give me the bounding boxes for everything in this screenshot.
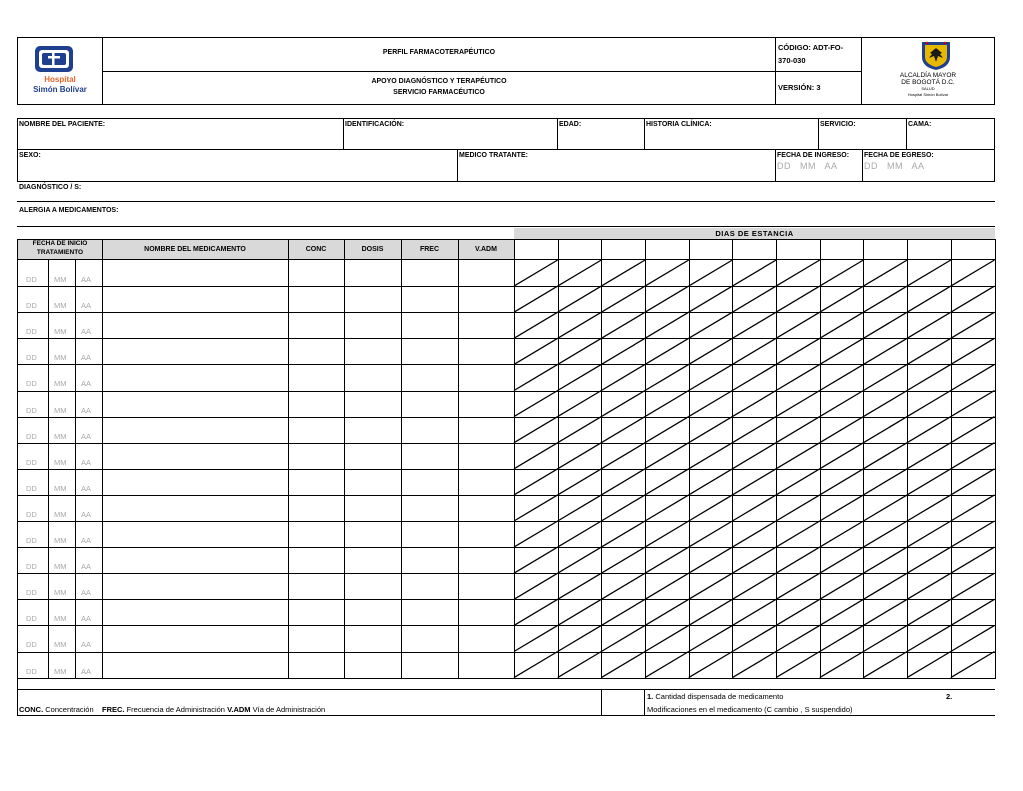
day-cell-diagonal	[863, 260, 907, 286]
day-cell-diagonal	[863, 547, 907, 573]
day-cell-diagonal	[776, 652, 820, 678]
day-cell-diagonal	[907, 391, 951, 417]
day-cell-diagonal	[558, 625, 602, 651]
day-cell-diagonal	[689, 260, 733, 286]
day-cell-diagonal	[907, 599, 951, 625]
day-cell-diagonal	[951, 443, 995, 469]
row-month-placeholder: MM	[54, 483, 67, 493]
day-cell-diagonal	[863, 391, 907, 417]
medication-header: NOMBRE DEL MEDICAMENTO	[144, 246, 246, 253]
conc-header: CONC	[305, 246, 327, 253]
day-cell-diagonal	[820, 312, 864, 338]
day-cell-diagonal	[776, 417, 820, 443]
day-cell-diagonal	[820, 599, 864, 625]
day-cell-diagonal	[732, 652, 776, 678]
service-label: SERVICIO:	[820, 121, 856, 128]
day-cell-diagonal	[645, 547, 689, 573]
row-year-placeholder: AA	[81, 614, 92, 624]
row-year-placeholder: AA	[81, 379, 92, 389]
day-cell-diagonal	[514, 312, 558, 338]
footer-divider	[601, 689, 602, 716]
day-cell-diagonal	[689, 652, 733, 678]
day-cell-diagonal	[601, 469, 645, 495]
row-year-placeholder: AA	[81, 666, 92, 676]
row-month-placeholder: MM	[54, 536, 67, 545]
day-cell-diagonal	[907, 338, 951, 364]
day-cell-diagonal	[645, 286, 689, 312]
document-subtitle-line2: SERVICIO FARMACÉUTICO	[393, 89, 485, 96]
day-cell-diagonal	[514, 260, 558, 286]
row-year-placeholder: AA	[81, 536, 92, 545]
day-cell-diagonal	[907, 521, 951, 547]
day-cell-diagonal	[601, 391, 645, 417]
day-cell-diagonal	[863, 521, 907, 547]
day-cell-diagonal	[558, 652, 602, 678]
day-cell-diagonal	[558, 469, 602, 495]
day-cell-diagonal	[776, 625, 820, 651]
day-cell-diagonal	[558, 364, 602, 390]
day-cell-diagonal	[514, 417, 558, 443]
day-cell-diagonal	[689, 443, 733, 469]
day-cell-diagonal	[558, 547, 602, 573]
row-year-placeholder: AA	[81, 327, 92, 337]
row-day-placeholder: DD	[26, 379, 37, 389]
row-day-placeholder: DD	[26, 457, 37, 467]
day-cell-diagonal	[514, 391, 558, 417]
day-cell-diagonal	[558, 521, 602, 547]
freq-header: FREC	[419, 246, 440, 253]
day-cell-diagonal	[601, 286, 645, 312]
day-cell-diagonal	[776, 495, 820, 521]
footer-bottom-border	[17, 715, 995, 716]
day-cell-diagonal	[951, 391, 995, 417]
day-cell-diagonal	[907, 469, 951, 495]
day-cell-diagonal	[514, 443, 558, 469]
row-month-placeholder: MM	[54, 379, 67, 389]
day-cell-diagonal	[776, 286, 820, 312]
day-cell-diagonal	[645, 338, 689, 364]
vadm-abbr: V.ADM	[227, 705, 251, 714]
row-day-placeholder: DD	[26, 483, 37, 493]
day-cell-diagonal	[514, 286, 558, 312]
day-cell-diagonal	[601, 417, 645, 443]
day-cell-diagonal	[732, 521, 776, 547]
row-day-placeholder: DD	[26, 666, 37, 676]
day-cell-diagonal	[645, 573, 689, 599]
day-cell-diagonal	[558, 599, 602, 625]
day-cell-diagonal	[601, 625, 645, 651]
day-cell-diagonal	[601, 312, 645, 338]
document-title: PERFIL FARMACOTERAPÉUTICO	[382, 49, 496, 56]
day-cell-diagonal	[820, 652, 864, 678]
row-month-placeholder: MM	[54, 666, 67, 676]
route-header: V.ADM	[475, 246, 497, 253]
day-cell-diagonal	[689, 364, 733, 390]
row-year-placeholder: AA	[81, 509, 92, 519]
hospital-name-line2: Simón Bolívar	[33, 85, 87, 94]
day-cell-diagonal	[601, 652, 645, 678]
row-day-placeholder: DD	[26, 536, 37, 545]
day-cell-diagonal	[776, 469, 820, 495]
day-cell-diagonal	[514, 364, 558, 390]
day-cell-diagonal	[689, 625, 733, 651]
day-cell-diagonal	[863, 364, 907, 390]
frec-text: Frecuencia de Administración	[126, 705, 225, 714]
day-cell-diagonal	[951, 338, 995, 364]
day-cell-diagonal	[601, 260, 645, 286]
day-cell-diagonal	[558, 338, 602, 364]
day-cell-diagonal	[863, 443, 907, 469]
row-year-placeholder: AA	[81, 640, 92, 650]
vadm-text: Vía de Administración	[252, 705, 326, 714]
hospital-name-line1: Hospital	[44, 75, 76, 84]
day-cell-diagonal	[907, 625, 951, 651]
day-cell-diagonal	[645, 364, 689, 390]
day-cell-diagonal	[732, 286, 776, 312]
sex-label: SEXO:	[19, 152, 41, 159]
day-cell-diagonal	[951, 547, 995, 573]
day-cell-diagonal	[951, 573, 995, 599]
day-cell-diagonal	[689, 338, 733, 364]
day-cell-diagonal	[645, 391, 689, 417]
row-month-placeholder: MM	[54, 457, 67, 467]
day-cell-diagonal	[776, 521, 820, 547]
day-cell-diagonal	[863, 286, 907, 312]
day-cell-diagonal	[732, 338, 776, 364]
day-cell-diagonal	[776, 364, 820, 390]
conc-text: Concentración	[45, 705, 94, 714]
day-cell-diagonal	[820, 521, 864, 547]
row-month-placeholder: MM	[54, 614, 67, 624]
row-year-placeholder: AA	[81, 562, 92, 572]
note1-text: Cantidad dispensada de medicamento	[655, 692, 784, 701]
day-cell-diagonal	[820, 338, 864, 364]
admission-date-label: FECHA DE INGRESO:	[777, 152, 850, 159]
admission-date-placeholder: DD MM AA	[777, 161, 838, 171]
day-cell-diagonal	[951, 312, 995, 338]
day-cell-diagonal	[514, 547, 558, 573]
day-cell-diagonal	[776, 391, 820, 417]
bed-label: CAMA:	[908, 121, 932, 128]
row-year-placeholder: AA	[81, 353, 92, 363]
day-cell-diagonal	[820, 286, 864, 312]
row-day-placeholder: DD	[26, 509, 37, 519]
patient-id-label: IDENTIFICACIÓN:	[345, 121, 405, 128]
day-cell-diagonal	[820, 547, 864, 573]
day-cell-diagonal	[732, 391, 776, 417]
day-cell-diagonal	[776, 443, 820, 469]
row-month-placeholder: MM	[54, 509, 67, 519]
day-cell-diagonal	[820, 573, 864, 599]
day-cell-diagonal	[863, 495, 907, 521]
day-cell-diagonal	[558, 260, 602, 286]
day-cell-diagonal	[820, 443, 864, 469]
day-cell-diagonal	[645, 625, 689, 651]
document-version: VERSIÓN: 3	[778, 83, 821, 92]
day-cell-diagonal	[732, 417, 776, 443]
day-cell-diagonal	[776, 573, 820, 599]
day-cell-diagonal	[907, 417, 951, 443]
row-year-placeholder: AA	[81, 301, 92, 311]
alcaldia-line4: Hospital Simón Bolívar	[907, 92, 949, 97]
day-cell-diagonal	[732, 469, 776, 495]
day-cell-diagonal	[689, 417, 733, 443]
day-cell-diagonal	[776, 260, 820, 286]
day-cell-diagonal	[951, 521, 995, 547]
row-day-placeholder: DD	[26, 614, 37, 624]
day-cell-diagonal	[907, 312, 951, 338]
day-cell-diagonal	[863, 469, 907, 495]
row-month-placeholder: MM	[54, 301, 67, 311]
start-date-header-line1: FECHA DE INICIO	[32, 240, 88, 247]
day-cell-diagonal	[689, 495, 733, 521]
day-cell-diagonal	[863, 599, 907, 625]
day-cell-diagonal	[820, 625, 864, 651]
alcaldia-line3: SALUD	[921, 86, 935, 91]
day-cell-diagonal	[558, 573, 602, 599]
day-cell-diagonal	[951, 286, 995, 312]
day-cell-diagonal	[776, 547, 820, 573]
row-month-placeholder: MM	[54, 640, 67, 650]
day-cell-diagonal	[689, 521, 733, 547]
day-cell-diagonal	[951, 417, 995, 443]
row-day-placeholder: DD	[26, 327, 37, 337]
discharge-date-placeholder: DD MM AA	[864, 161, 925, 171]
day-cell-diagonal	[732, 364, 776, 390]
day-cell-diagonal	[732, 573, 776, 599]
note1-number: 1.	[647, 692, 654, 701]
day-cell-diagonal	[907, 286, 951, 312]
day-cell-diagonal	[951, 625, 995, 651]
row-day-placeholder: DD	[26, 640, 37, 650]
row-day-placeholder: DD	[26, 301, 37, 311]
day-cell-diagonal	[907, 364, 951, 390]
day-cell-diagonal	[689, 286, 733, 312]
day-cell-diagonal	[645, 260, 689, 286]
day-cell-diagonal	[907, 547, 951, 573]
day-cell-diagonal	[907, 573, 951, 599]
frec-abbr: FREC.	[101, 705, 125, 714]
row-year-placeholder: AA	[81, 431, 92, 441]
day-cell-diagonal	[514, 573, 558, 599]
allergy-label: ALERGIA A MEDICAMENTOS:	[19, 207, 119, 214]
day-cell-diagonal	[645, 469, 689, 495]
day-cell-diagonal	[689, 573, 733, 599]
day-cell-diagonal	[951, 652, 995, 678]
row-month-placeholder: MM	[54, 588, 67, 598]
day-cell-diagonal	[645, 417, 689, 443]
footer-divider	[644, 689, 645, 716]
footer-legend	[19, 705, 325, 714]
day-cell-diagonal	[951, 495, 995, 521]
day-cell-diagonal	[514, 469, 558, 495]
day-cell-diagonal	[820, 469, 864, 495]
day-cell-diagonal	[820, 391, 864, 417]
day-cell-diagonal	[863, 312, 907, 338]
day-cell-diagonal	[601, 495, 645, 521]
row-year-placeholder: AA	[81, 457, 92, 467]
day-cell-diagonal	[601, 547, 645, 573]
footer-top-border	[17, 689, 995, 690]
day-cell-diagonal	[645, 521, 689, 547]
document-code-line1: CÓDIGO: ADT-FO-	[778, 43, 844, 52]
document-subtitle-line1: APOYO DIAGNÓSTICO Y TERAPÉUTICO	[371, 78, 507, 85]
row-month-placeholder: MM	[54, 275, 67, 284]
start-date-header-line2: TRATAMIENTO	[36, 249, 84, 256]
day-cell-diagonal	[558, 286, 602, 312]
day-cell-diagonal	[601, 364, 645, 390]
day-cell-diagonal	[558, 495, 602, 521]
row-year-placeholder: AA	[81, 588, 92, 598]
dose-header: DOSIS	[361, 246, 384, 253]
day-cell-diagonal	[689, 391, 733, 417]
stay-days-label: DIAS DE ESTANCIA	[715, 229, 794, 238]
row-month-placeholder: MM	[54, 353, 67, 363]
footer-left-border	[17, 678, 18, 716]
day-cell-diagonal	[863, 652, 907, 678]
footer-note-1	[647, 692, 783, 701]
day-cell-diagonal	[951, 599, 995, 625]
note2-text: Modificaciones en el medicamento (C cambio , S suspendido)	[647, 705, 853, 714]
day-cell-diagonal	[863, 338, 907, 364]
day-cell-diagonal	[601, 599, 645, 625]
day-cell-diagonal	[514, 625, 558, 651]
day-cell-diagonal	[820, 417, 864, 443]
day-cell-diagonal	[820, 495, 864, 521]
conc-abbr: CONC.	[19, 705, 44, 714]
day-cell-diagonal	[732, 260, 776, 286]
row-month-placeholder: MM	[54, 327, 67, 337]
day-cell-diagonal	[514, 652, 558, 678]
day-cell-diagonal	[776, 338, 820, 364]
row-year-placeholder: AA	[81, 483, 92, 493]
day-cell-diagonal	[951, 469, 995, 495]
attending-doctor-label: MEDICO TRATANTE:	[459, 152, 528, 159]
day-cell-diagonal	[645, 312, 689, 338]
day-cell-diagonal	[558, 417, 602, 443]
row-day-placeholder: DD	[26, 431, 37, 441]
row-day-placeholder: DD	[26, 275, 37, 284]
row-month-placeholder: MM	[54, 562, 67, 572]
discharge-date-label: FECHA DE EGRESO:	[864, 152, 934, 159]
day-cell-diagonal	[863, 625, 907, 651]
day-cell-diagonal	[907, 443, 951, 469]
day-cell-diagonal	[820, 260, 864, 286]
row-year-placeholder: AA	[81, 405, 92, 415]
day-cell-diagonal	[645, 443, 689, 469]
day-cell-diagonal	[601, 443, 645, 469]
day-cell-diagonal	[863, 573, 907, 599]
row-month-placeholder: MM	[54, 405, 67, 415]
day-cell-diagonal	[689, 312, 733, 338]
day-cell-diagonal	[689, 547, 733, 573]
row-day-placeholder: DD	[26, 353, 37, 363]
day-cell-diagonal	[558, 391, 602, 417]
day-cell-diagonal	[645, 599, 689, 625]
day-cell-diagonal	[689, 599, 733, 625]
row-day-placeholder: DD	[26, 562, 37, 572]
day-cell-diagonal	[558, 443, 602, 469]
day-cell-diagonal	[820, 364, 864, 390]
day-cell-diagonal	[951, 364, 995, 390]
row-month-placeholder: MM	[54, 431, 67, 441]
day-cell-diagonal	[732, 599, 776, 625]
day-cell-diagonal	[951, 260, 995, 286]
day-cell-diagonal	[645, 495, 689, 521]
day-cell-diagonal	[732, 495, 776, 521]
day-cell-diagonal	[776, 599, 820, 625]
row-year-placeholder: AA	[81, 275, 92, 284]
day-cell-diagonal	[558, 312, 602, 338]
day-cell-diagonal	[732, 547, 776, 573]
day-cell-diagonal	[601, 573, 645, 599]
day-cell-diagonal	[732, 443, 776, 469]
day-cell-diagonal	[601, 521, 645, 547]
clinical-history-label: HISTORIA CLÍNICA:	[646, 121, 712, 128]
day-cell-diagonal	[645, 652, 689, 678]
day-cell-diagonal	[863, 417, 907, 443]
day-cell-diagonal	[514, 521, 558, 547]
day-cell-diagonal	[514, 495, 558, 521]
day-cell-diagonal	[514, 338, 558, 364]
note2-number: 2.	[946, 692, 953, 701]
patient-name-label: NOMBRE DEL PACIENTE:	[19, 121, 106, 128]
alcaldia-line1: ALCALDÍA MAYOR	[899, 72, 957, 79]
day-cell-diagonal	[907, 495, 951, 521]
day-cell-diagonal	[776, 312, 820, 338]
day-cell-diagonal	[907, 260, 951, 286]
row-day-placeholder: DD	[26, 588, 37, 598]
day-cell-diagonal	[514, 599, 558, 625]
document-code-line2: 370-030	[778, 56, 806, 65]
patient-age-label: EDAD:	[559, 121, 582, 128]
row-day-placeholder: DD	[26, 405, 37, 415]
day-cell-diagonal	[601, 338, 645, 364]
day-cell-diagonal	[907, 652, 951, 678]
day-cell-diagonal	[689, 469, 733, 495]
alcaldia-line2: DE BOGOTÁ D.C.	[901, 79, 955, 86]
day-cell-diagonal	[732, 625, 776, 651]
day-cell-diagonal	[732, 312, 776, 338]
diagnosis-label: DIAGNÓSTICO / S:	[19, 184, 82, 191]
